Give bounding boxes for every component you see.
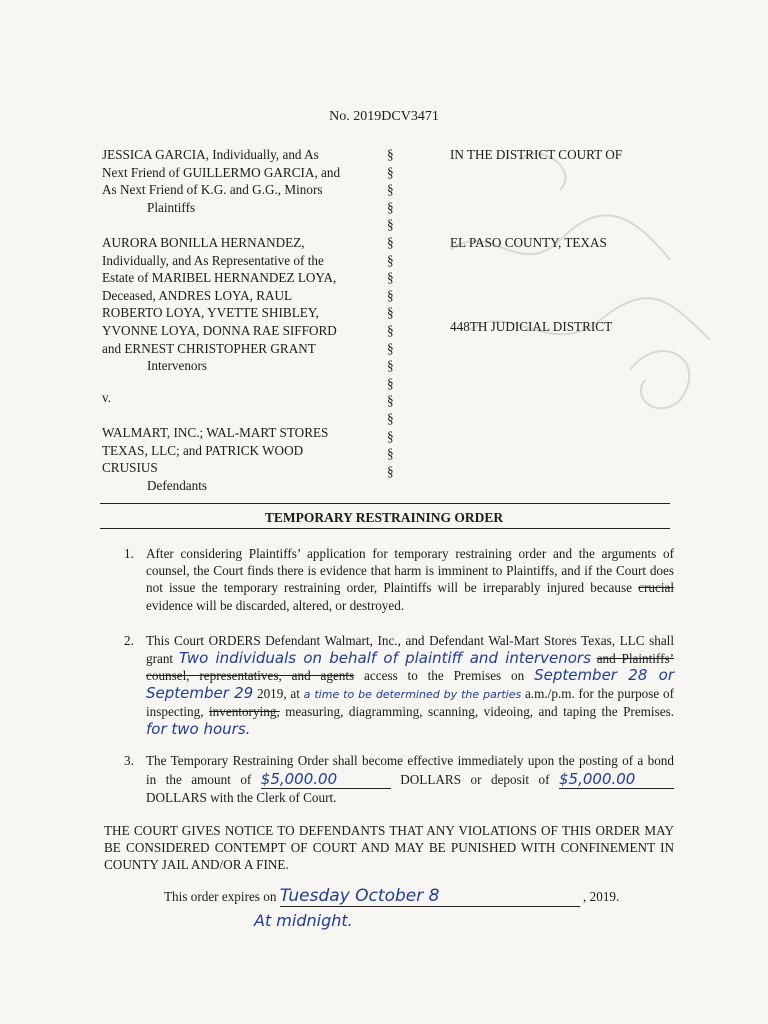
court-name: IN THE DISTRICT COURT OF [450,147,623,162]
handwritten-time: a time to be determined by the parties [303,687,522,701]
intervenors-line: Individually, and As Representative of the [102,252,324,268]
defendants-block [102,424,372,494]
section-symbol: § [387,164,394,180]
section-symbol: § [387,446,394,462]
paragraph-text: measuring, diagramming, scanning, videoing, and taping the Premises. [285,704,675,720]
plaintiffs-role: Plaintiffs [147,199,196,215]
section-symbol: § [387,199,394,215]
section-symbol: § [387,252,394,268]
section-symbol: § [387,393,394,409]
handwritten-deposit-amount: $5,000.00 [559,770,674,789]
paragraph-text: 2019, at [256,685,300,701]
court-county: EL PASO COUNTY, TEXAS [450,235,607,250]
handwritten-duration: for two hours. [146,719,251,738]
section-symbol: § [387,182,394,198]
section-symbol: § [387,340,394,356]
intervenors-line: and ERNEST CHRISTOPHER GRANT [102,340,316,356]
expiration-label: This order expires on [164,889,277,904]
section-symbol: § [387,147,394,162]
section-symbol: § [387,322,394,338]
paragraph-number: 2. [124,633,134,648]
contempt-notice: THE COURT GIVES NOTICE TO DEFENDANTS THAT ANY VIOLATIONS OF THIS ORDER MAY BE CONSIDERED CONTEMPT OF COURT AND MAY BE PUNISHED WITH CONFINEMENT IN COUNTY JAIL AND/OR A FINE. [104,823,674,873]
handwritten-expiration-note: At midnight. [254,911,353,930]
plaintiffs-block [102,146,372,216]
section-symbol: § [387,358,394,374]
paragraph-text: The Temporary Restraining Order shall become effective immediately upon the posting of a bond in the amount of [146,753,674,787]
intervenors-role: Intervenors [147,358,208,374]
handwritten-grantees: Two individuals on behalf of plaintiff and intervenors [178,648,591,667]
cause-number: No. 2019DCV3471 [329,109,439,124]
section-symbol: § [387,375,394,391]
intervenors-line: Deceased, ANDRES LOYA, RAUL [102,287,293,303]
intervenors-line: YVONNE LOYA, DONNA RAE SIFFORD [102,322,337,338]
title-rule-bottom [100,528,670,529]
paragraph-text: access to the Premises on [364,668,525,684]
section-symbol-column [387,146,401,480]
struck-text: and Plaintiffs’ counsel, representatives, and agents [146,650,674,684]
handwritten-expiration-date: Tuesday October 8 [280,886,580,907]
intervenors-block [102,234,372,375]
order-title: TEMPORARY RESTRAINING ORDER [264,510,504,525]
handwritten-date: September 28 or September 29 [146,666,675,702]
plaintiffs-line: Next Friend of GUILLERMO GARCIA, and [102,164,341,180]
versus: v. [102,390,112,405]
intervenors-line: AURORA BONILLA HERNANDEZ, [102,235,305,250]
defendants-line: TEXAS, LLC; and PATRICK WOOD [102,442,304,458]
section-symbol: § [387,234,394,250]
plaintiffs-line: JESSICA GARCIA, Individually, and As [102,147,319,162]
defendants-line: CRUSIUS [102,460,158,476]
title-rule-top [100,503,670,504]
intervenors-line: Estate of MARIBEL HERNANDEZ LOYA, [102,270,337,286]
paragraph-number: 1. [124,546,134,561]
struck-text: inventorying, [209,704,280,720]
court-district: 448TH JUDICIAL DISTRICT [450,319,613,334]
plaintiffs-line: As Next Friend of K.G. and G.G., Minors [102,182,323,198]
paragraph-text: a.m./p.m. for the purpose of inspecting, [146,685,674,720]
paragraph-text: DOLLARS or deposit of [400,772,550,787]
section-symbol: § [387,287,394,303]
intervenors-line: ROBERTO LOYA, YVETTE SHIBLEY, [102,305,319,321]
paragraph-3 [124,752,674,807]
section-symbol: § [387,305,394,321]
section-symbol: § [387,217,394,233]
section-symbol: § [387,463,394,479]
expiration-year: , 2019. [583,889,620,904]
case-caption [102,146,682,491]
paragraph-2 [124,632,674,739]
defendants-line: WALMART, INC.; WAL-MART STORES [102,425,329,440]
paragraph-1 [124,545,674,614]
handwritten-bond-amount: $5,000.00 [261,770,391,789]
paragraph-text: After considering Plaintiffs’ application for temporary restraining order and the arguments of counsel, the Court finds there is evidence that harm is imminent to Plaintiffs, and if the Court does not issue the temporary restraining order, Plaintiffs will be irreparably injured because [146,546,674,596]
paragraph-text: evidence will be discarded, altered, or destroyed. [146,597,405,613]
section-symbol: § [387,428,394,444]
expiration-line [164,886,619,930]
struck-text: crucial [638,580,674,596]
section-symbol: § [387,410,394,426]
paragraph-text: This Court ORDERS Defendant Walmart, Inc., and Defendant Wal-Mart Stores Texas, LLC shall grant [146,633,674,666]
defendants-role: Defendants [147,477,208,493]
paragraph-text: DOLLARS with the Clerk of Court. [146,790,337,805]
paragraph-number: 3. [124,753,134,768]
section-symbol: § [387,270,394,286]
